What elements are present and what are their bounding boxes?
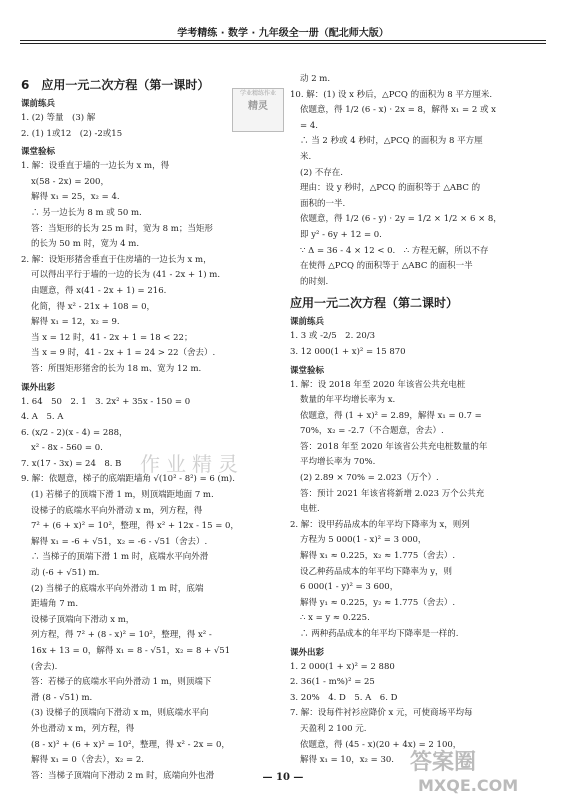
answer-line: 9. 解：依题意，梯子的底端距墙角 √(10² - 8²) = 6 (m). — [21, 474, 235, 485]
watermark-stamp — [232, 88, 284, 132]
answer-line: (2) 当梯子的底端水平向外滑动 1 m 时，底端 — [31, 583, 204, 594]
in-class-label-2: 课堂验标 — [290, 365, 325, 376]
answer-line: 理由：设 y 秒时，△PCQ 的面积等于 △ABC 的 — [300, 183, 481, 194]
after-class-label: 课外出彩 — [21, 382, 56, 393]
answer-line: 依题意，得 1/2 (6 - y) · 2y = 1/2 × 1/2 × 6 × 8， — [300, 214, 502, 225]
in-class-answers-2 — [290, 378, 546, 643]
answer-line: 天盈利 2 100 元. — [300, 723, 367, 734]
continued-answers — [290, 72, 546, 290]
header-rule-bottom — [20, 43, 546, 44]
answer-line: (8 - x)² + (6 + x)² = 10²，整理，得 x² - 2x = 0， — [31, 739, 230, 750]
pre-class-label-2: 课前练兵 — [290, 317, 325, 328]
answer-line: 解得 x₁ = 10，x₂ = 30. — [300, 755, 394, 766]
answer-line: x(58 - 2x) = 200， — [31, 176, 109, 187]
stamp-line1: 学业精练作业 — [239, 90, 276, 97]
stamp-line2: 精灵 — [248, 101, 268, 112]
answer-line: 答：预计 2021 年该省将新增 2.023 万个公共充 — [300, 488, 485, 499]
in-class-label: 课堂验标 — [21, 147, 56, 158]
answer-line: 1. 64 50 2. 1 3. 2x² + 35x - 150 = 0 — [21, 396, 191, 407]
answer-line: 答：若梯子的底端水平向外滑动 1 m，则顶端下 — [31, 677, 212, 688]
answer-line: 解得 y₁ ≈ 0.225，y₂ ≈ 1.775（舍去）. — [300, 597, 456, 608]
answer-line: 面积的一半. — [300, 198, 346, 209]
answer-line: 设梯子的底端水平向外滑动 x m，列方程，得 — [31, 505, 203, 516]
answer-line: 平均增长率为 70%. — [300, 457, 376, 468]
answer-line: 16x + 13 = 0，解得 x₁ = 8 - √51，x₂ = 8 + √51 — [31, 646, 231, 656]
answer-line: 的长为 50 m 时，宽为 4 m. — [31, 239, 140, 250]
answer-line: 答：当矩形的长为 25 m 时，宽为 8 m；当矩形 — [31, 223, 213, 234]
answer-line: 7. 解：设每件衬衫应降价 x 元，可使商场平均每 — [290, 708, 473, 719]
answer-line: 解得 x₁ ≈ 0.225，x₂ ≈ 1.775（舍去）. — [300, 551, 456, 562]
pre-class-label: 课前练兵 — [21, 99, 56, 109]
running-header: 学考精练 · 数学 · 九年级全一册（配北师大版） — [177, 28, 389, 39]
answer-line: 70%，x₂ = -2.7（不合题意，舍去）. — [300, 426, 444, 437]
answer-line: 依题意，得 (45 - x)(20 + 4x) = 2 100， — [300, 739, 462, 750]
answer-line: 6. (x/2 - 2)(x - 4) = 288， — [21, 427, 128, 438]
answer-line: (舍去). — [31, 661, 58, 672]
answer-line: 距墙角 7 m. — [31, 599, 79, 610]
header-rule-top — [20, 40, 546, 41]
answer-line: 即 y² - 6y + 12 = 0. — [300, 229, 382, 240]
site-logo: 答案圈 — [410, 750, 477, 775]
answer-line: 答：2018 年至 2020 年该省公共充电桩数量的年 — [300, 441, 488, 452]
answer-line: 2. 36(1 - m%)² = 25 — [290, 677, 375, 688]
answer-line: 当 x = 9 时，41 - 2x + 1 = 24 > 22（舍去）. — [31, 348, 216, 359]
answer-line: ∴ 另一边长为 8 m 或 50 m. — [31, 207, 142, 218]
watermark-text: 作业精灵 — [140, 452, 244, 476]
answer-line: 答：当梯子顶端向下滑动 2 m 时，底端向外也滑 — [31, 770, 215, 781]
section-title: 6 应用一元二次方程（第一课时） — [21, 78, 210, 92]
answer-line: 列方程，得 7² + (8 - x)² = 10²，整理，得 x² - — [31, 630, 212, 641]
answer-line: 滑 (8 - √51) m. — [31, 692, 93, 703]
answer-line: 2. (1) 1或12 (2) -2或15 — [21, 128, 123, 139]
answer-line: 10. 解：(1) 设 x 秒后，△PCQ 的面积为 8 平方厘米. — [290, 89, 493, 100]
section-title-2: 应用一元二次方程（第二课时） — [290, 296, 459, 311]
answer-line: 1. 3 或 -2/5 2. 20/3 — [290, 331, 376, 342]
answer-line: 依题意，得 1/2 (6 - x) · 2x = 8，解得 x₁ = 2 或 x — [300, 105, 496, 116]
answer-line: ∴ x = y ≈ 0.225. — [300, 613, 370, 624]
answer-line: 方程为 5 000(1 - x)² = 3 000， — [300, 535, 427, 546]
answer-line: 动 2 m. — [300, 74, 331, 84]
answer-line: 3. 12 000(1 + x)² = 15 870 — [290, 346, 406, 357]
answer-line: 1. 解：设 2018 年至 2020 年该省公共充电桩 — [290, 379, 466, 390]
answer-line: 设梯子顶端向下滑动 x m， — [31, 614, 135, 625]
answer-line: 7. x(17 - 3x) = 24 8. B — [21, 458, 122, 469]
answer-line: 动 (-6 + √51) m. — [31, 568, 100, 579]
page-number: — 10 — — [262, 772, 304, 783]
answer-line: 3. 20% 4. D 5. A 6. D — [290, 692, 398, 703]
answer-line: 解得 x₁ = 25，x₂ = 4. — [31, 192, 120, 203]
answer-line: 在使得 △PCQ 的面积等于 △ABC 的面积一半 — [300, 261, 473, 272]
answer-line: 答：所围矩形猪舍的长为 18 m、宽为 12 m. — [31, 363, 202, 374]
left-column — [21, 72, 272, 784]
answer-line: 米. — [300, 151, 312, 162]
answer-line: 7² + (6 + x)² = 10²，整理，得 x² + 12x - 15 = 0， — [31, 521, 239, 532]
after-class-label-2: 课外出彩 — [290, 647, 325, 658]
answer-line: 4. A 5. A — [21, 412, 64, 423]
answer-line: 依题意，得 (1 + x)² = 2.89，解得 x₁ = 0.7 = — [300, 410, 482, 421]
answer-line: ∴ 两种药品成本的年平均下降率是一样的. — [300, 629, 459, 639]
answer-line: 2. 解：设甲药品成本的年平均下降率为 x，则列 — [290, 519, 470, 530]
site-logo-url: MXQE.COM — [418, 776, 519, 795]
answer-line: x² - 8x - 560 = 0. — [31, 443, 103, 454]
answer-line: 外也滑动 x m，列方程，得 — [31, 723, 135, 734]
answer-line: ∴ 当梯子的顶端下滑 1 m 时，底端水平向外滑 — [31, 552, 209, 563]
answer-line: 2. 解：设矩形猪舍垂直于住房墙的一边长为 x m， — [21, 254, 212, 265]
answer-line: ∵ Δ = 36 - 4 × 12 < 0. ∴ 方程无解，所以不存 — [300, 245, 489, 256]
answer-line: 化简，得 x² - 21x + 108 = 0， — [31, 301, 155, 312]
answer-line: 解得 x₁ = -6 + √51，x₂ = -6 - √51（舍去）. — [31, 536, 208, 547]
answer-line: 1. 2 000(1 + x)² = 2 880 — [290, 661, 395, 672]
answer-line: 设乙种药品成本的年平均下降率为 y，则 — [300, 566, 453, 577]
answer-line: 1. (2) 等量 (3) 解 — [21, 113, 96, 123]
answer-line: 1. 解：设垂直于墙的一边长为 x m，得 — [21, 161, 170, 172]
right-column — [290, 72, 546, 769]
answer-line: (2) 2.89 × 70% = 2.023（万个）. — [300, 473, 439, 484]
answer-line: (3) 设梯子的顶端向下滑动 x m，则底端水平向 — [31, 708, 209, 719]
answer-line: 数量的年平均增长率为 x. — [300, 395, 396, 406]
answer-line: (1) 若梯子的顶端下滑 1 m，则顶端距地面 7 m. — [31, 490, 214, 501]
answer-line: 电桩. — [300, 504, 320, 515]
answer-line: 6 000(1 - y)² = 3 600， — [300, 582, 399, 593]
answer-line: 解得 x₁ = 0（舍去），x₂ = 2. — [31, 755, 144, 766]
answer-line: (2) 不存在. — [300, 167, 343, 178]
answer-line: 当 x = 12 时，41 - 2x + 1 = 18 < 22； — [31, 332, 193, 343]
answer-line: 由题意，得 x(41 - 2x + 1) = 216. — [31, 285, 167, 296]
answer-line: 可以得出平行于墙的一边的长为 (41 - 2x + 1) m. — [31, 270, 221, 281]
answer-line: 解得 x₁ = 12，x₂ = 9. — [31, 317, 120, 328]
answer-line: 的时刻. — [300, 276, 329, 287]
pre-class-answers-2 — [290, 329, 546, 360]
in-class-answers — [21, 159, 272, 377]
answer-line: = 4. — [300, 120, 318, 131]
answer-line: ∴ 当 2 秒或 4 秒时，△PCQ 的面积为 8 平方厘 — [300, 136, 483, 147]
